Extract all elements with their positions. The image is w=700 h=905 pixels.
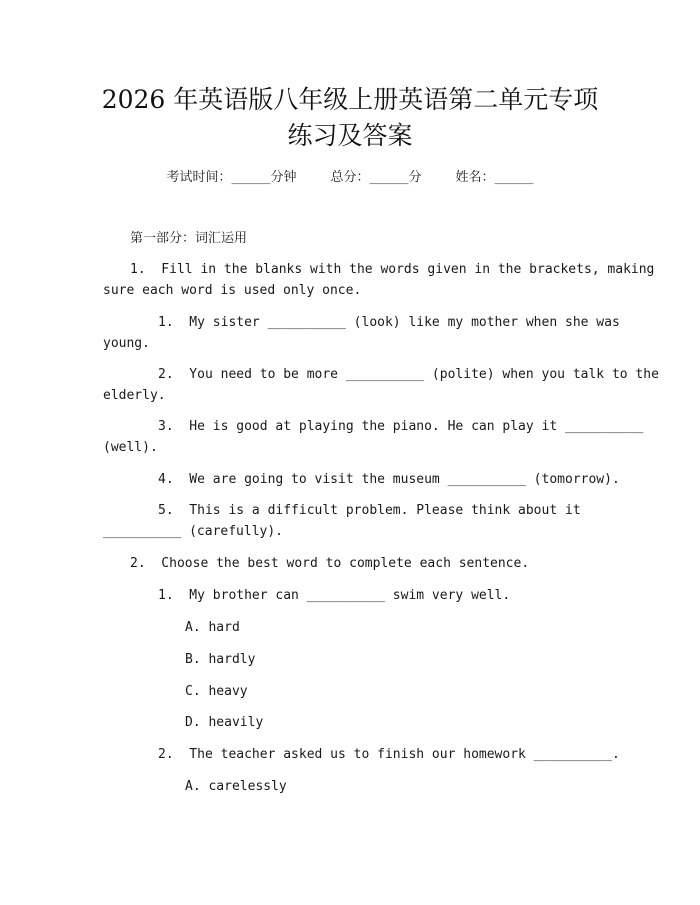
q1-item-3-cont: (well). — [103, 440, 158, 455]
q2-item-1-option-c: C. heavy — [185, 684, 248, 699]
q1-item-2: 2. You need to be more __________ (polite) when you talk to the — [158, 367, 659, 382]
q1-item-5-cont: __________ (carefully). — [103, 524, 284, 539]
q1-item-1-cont: young. — [103, 336, 150, 351]
question-1-text: 1. Fill in the blanks with the words given in the brackets, making — [130, 262, 655, 277]
question-1-text-cont: sure each word is used only once. — [103, 283, 362, 298]
q2-item-1-stem: 1. My brother can __________ swim very well. — [158, 588, 511, 603]
q1-item-5: 5. This is a difficult problem. Please think about it — [158, 503, 581, 518]
q2-item-1-option-b: B. hardly — [185, 652, 256, 667]
section-heading: 第一部分：词汇运用 — [130, 231, 248, 246]
document-title-line-1: 2026 年英语版八年级上册英语第二单元专项 — [101, 85, 599, 114]
exam-meta — [0, 168, 700, 188]
document-title-line-2: 练习及答案 — [287, 121, 413, 150]
q2-item-2-option-a: A. carelessly — [185, 779, 287, 794]
q2-item-1-option-d: D. heavily — [185, 715, 264, 730]
q1-item-3: 3. He is good at playing the piano. He can play it __________ — [158, 419, 644, 434]
exam-total-score: 总分：______分 — [330, 170, 422, 185]
exam-time: 考试时间：______分钟 — [166, 170, 297, 185]
q1-item-4: 4. We are going to visit the museum __________ (tomorrow). — [158, 472, 620, 487]
q2-item-2-stem: 2. The teacher asked us to finish our homework __________. — [158, 747, 620, 762]
q2-item-1-option-a: A. hard — [185, 620, 240, 635]
q1-item-1: 1. My sister __________ (look) like my mother when she was — [158, 315, 620, 330]
q1-item-2-cont: elderly. — [103, 388, 166, 403]
question-2-text: 2. Choose the best word to complete each sentence. — [130, 556, 530, 571]
exam-name-field: 姓名：______ — [455, 170, 534, 185]
